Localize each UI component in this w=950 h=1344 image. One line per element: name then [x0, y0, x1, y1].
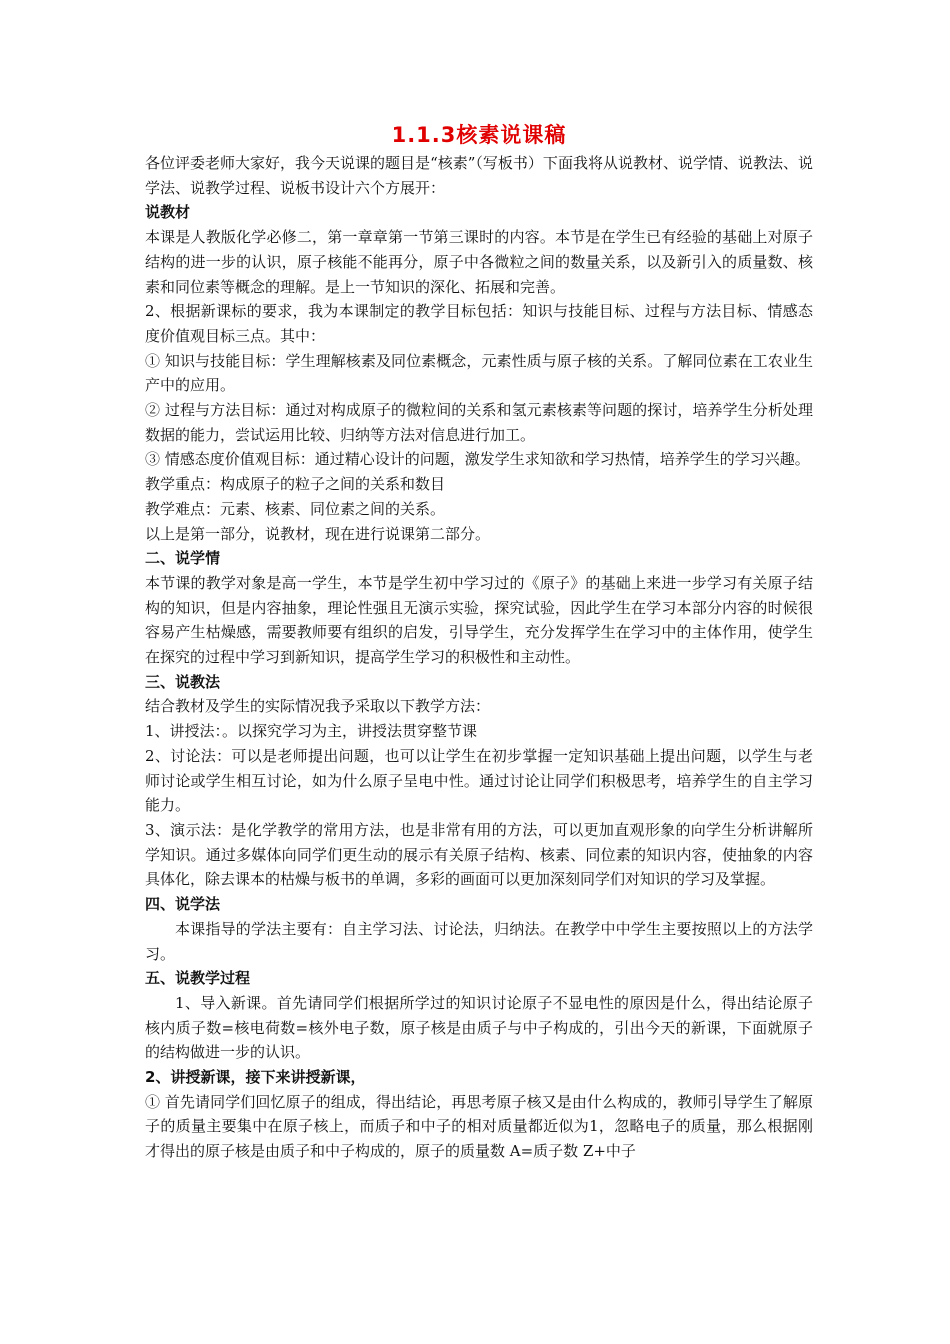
goal-knowledge: ① 知识与技能目标：学生理解核素及同位素概念，元素性质与原子核的关系。了解同位素在工农业生产中的应用。 — [145, 351, 813, 395]
process-new-lesson-paragraph: ① 首先请同学们回忆原子的组成，得出结论，再思考原子核又是由什么构成的，教师引导学生了解原子的质量主要集中在原子核上，而质子和中子的相对质量都近似为1，忽略电子的质量，那么根据刚才得出的原子核是由质子和中子构成的，原子的质量数 A=质子数 Z+中子 — [145, 1092, 813, 1161]
section-heading-teaching-methods: 三、说教法 — [145, 672, 221, 691]
method-discussion: 2、讨论法：可以是老师提出问题，也可以让学生在初步掌握一定知识基础上提出问题，以学生与老师讨论或学生相互讨论，如为什么原子呈电中性。通过讨论让同学们积极思考，培养学生的自主学习能力。 — [145, 746, 813, 815]
method-lecture: 1、讲授法：。以探究学习为主，讲授法贯穿整节课 — [145, 722, 478, 741]
intro-paragraph: 各位评委老师大家好，我今天说课的题目是“核素”（写板书）下面我将从说教材、说学情、说教法、说学法、说教学过程、说板书设计六个方展开： — [145, 154, 813, 197]
teaching-key-point: 教学重点：构成原子的粒子之间的关系和数目 — [145, 475, 446, 494]
goal-attitude: ③ 情感态度价值观目标：通过精心设计的问题，激发学生求知欲和学习热情，培养学生的学习兴趣。 — [145, 450, 810, 469]
section-heading-learning-methods: 四、说学法 — [145, 895, 221, 914]
process-new-lesson-heading: 2、讲授新课，接下来讲授新课， — [145, 1068, 366, 1087]
document-page — [145, 120, 813, 1164]
learning-methods-paragraph: 本课指导的学法主要有：自主学习法、讨论法，归纳法。在教学中中学生主要按照以上的方法学习。 — [145, 919, 813, 963]
section-heading-students: 二、说学情 — [145, 549, 221, 568]
textbook-paragraph: 本课是人教版化学必修二，第一章章第一节第三课时的内容。本节是在学生已有经验的基础上对原子结构的进一步的认识，原子核能不能再分，原子中各微粒之间的数量关系，以及新引入的质量数、核素和同位素等概念的理解。是上一节知识的深化、拓展和完善。 — [145, 228, 813, 296]
teaching-difficulty: 教学难点：元素、核素、同位素之间的关系。 — [145, 499, 446, 518]
process-intro-paragraph: 1、导入新课。首先请同学们根据所学过的知识讨论原子不显电性的原因是什么，得出结论原子核内质子数=核电荷数=核外电子数，原子核是由质子与中子构成的，引出今天的新课，下面就原子的结构做进一步的认识。 — [145, 993, 813, 1062]
section-heading-teaching-process: 五、说教学过程 — [145, 969, 251, 988]
goals-paragraph: 2、根据新课标的要求，我为本课制定的教学目标包括：知识与技能目标、过程与方法目标、情感态度价值观目标三点。其中： — [145, 302, 813, 345]
section-heading-textbook: 说教材 — [145, 203, 191, 222]
methods-intro: 结合教材及学生的实际情况我予采取以下教学方法： — [145, 697, 491, 716]
goal-process: ② 过程与方法目标：通过对构成原子的微粒间的关系和氢元素核素等问题的探讨，培养学生分析处理数据的能力，尝试运用比较、归纳等方法对信息进行加工。 — [145, 401, 813, 444]
method-demonstration: 3、演示法：是化学教学的常用方法，也是非常有用的方法，可以更加直观形象的向学生分析讲解所学知识。通过多媒体向同学们更生动的展示有关原子结构、核素、同位素的知识内容，使抽象的内容具体化，除去课本的枯燥与板书的单调，多彩的画面可以更加深刻同学们对知识的学习及掌握。 — [145, 820, 813, 889]
document-title: 1.1.3核素说课稿 — [391, 123, 567, 147]
students-paragraph: 本节课的教学对象是高一学生，本节是学生初中学习过的《原子》的基础上来进一步学习有关原子结构的知识，但是内容抽象，理论性强且无演示实验，探究试验，因此学生在学习本部分内容的时候很容易产生枯燥感，需要教师要有组织的启发，引导学生，充分发挥学生在学习中的主体作用，使学生在探究的过程中学习到新知识，提高学生学习的积极性和主动性。 — [145, 573, 813, 667]
section-one-conclusion: 以上是第一部分，说教材，现在进行说课第二部分。 — [145, 524, 491, 543]
